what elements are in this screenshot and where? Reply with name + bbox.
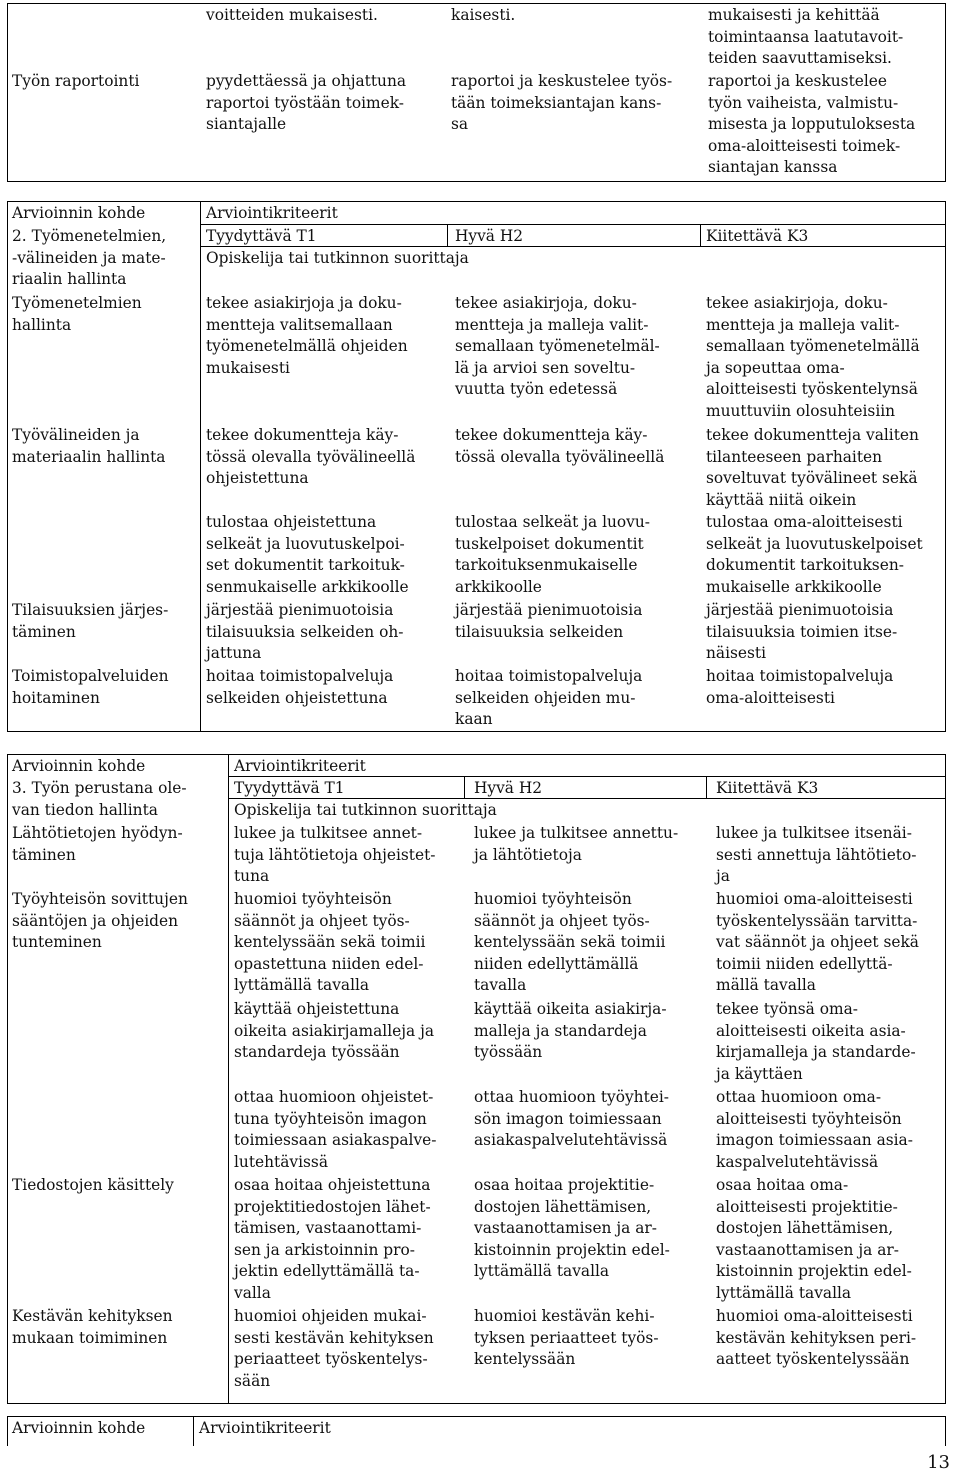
t2-row4-c2: hoitaa toimistopalveluja selkeiden ohjeistettuna (206, 667, 394, 707)
t2-row2-c4: tulostaa oma-aloitteisesti selkeät ja luovutuskelpoiset dokumentit tarkoituksen- mukaiselle arkkikoolle (706, 513, 923, 596)
t2-row2-c2: tulostaa ohjeistettuna selkeät ja luovutuskelpoi- set dokumentit tarkoituk- senmukaiselle arkkikoolle (206, 513, 409, 596)
t3-row1-c1: Työyhteisön sovittujen sääntöjen ja ohjeiden tunteminen (12, 890, 188, 952)
t3-row1-c2: huomioi työyhteisön säännöt ja ohjeet työs- kentelyssään sekä toimii opastettuna niiden edel- lyttämällä tavalla (234, 890, 426, 995)
t2-section-title: 2. Työmenetelmien, -välineiden ja mate- riaalin hallinta (12, 227, 167, 289)
t2-row3-c4: järjestää pienimuotoisia tilaisuuksia toimien itse- näisesti (706, 601, 898, 663)
top-cont-c2: voitteiden mukaisesti. (206, 6, 378, 24)
t3-row4-c3: osaa hoitaa projektitie- dostojen lähettämisen, vastaanottamisen ja ar- kistoinnin projektin edel- lyttämällä tavalla (474, 1176, 670, 1281)
t3-row5-c1: Kestävän kehityksen mukaan toimiminen (12, 1307, 173, 1347)
t2-row1-c2: tekee dokumentteja käy- tössä olevalla työvälineellä ohjeistettuna (206, 426, 416, 488)
t2-opiskelija: Opiskelija tai tutkinnon suorittaja (206, 249, 469, 267)
t3-opiskelija: Opiskelija tai tutkinnon suorittaja (234, 801, 497, 819)
t3-row2-c4: tekee työnsä oma- aloitteisesti oikeita asia- kirjamalleja ja standarde- ja käyttäen (716, 1000, 916, 1083)
t3-row2-c3: käyttää oikeita asiakirja- malleja ja standardeja työssään (474, 1000, 667, 1062)
raportointi-h2: raportoi ja keskustelee työs- tään toimeksiantajan kans- sa (451, 72, 673, 134)
t3-row5-c3: huomioi kestävän kehi- tyksen periaatteet työs- kentelyssään (474, 1307, 659, 1369)
t3-row1-c3: huomioi työyhteisön säännöt ja ohjeet työs- kentelyssään sekä toimii niiden edellyttämällä tavalla (474, 890, 666, 995)
t3-row0-c1: Lähtötietojen hyödyn- täminen (12, 824, 183, 864)
t2-row2-c3: tulostaa selkeät ja luovu- tuskelpoiset dokumentit tarkoituksenmukaiselle arkkikoolle (455, 513, 650, 596)
t2-row0-c3: tekee asiakirjoja, doku- mentteja ja malleja valit- semallaan työmenetelmäl- lä ja arvioi sen soveltu- vuutta työn edetessä (455, 294, 660, 399)
t3-row5-c2: huomioi ohjeiden mukai- sesti kestävän kehityksen periaatteet työskentelys- sään (234, 1307, 434, 1390)
t2-row1-c3: tekee dokumentteja käy- tössä olevalla työvälineellä (455, 426, 665, 466)
t2-row3-c2: järjestää pienimuotoisia tilaisuuksia selkeiden oh- jattuna (206, 601, 404, 663)
t3-grade-t1: Tyydyttävä T1 (234, 779, 345, 797)
t2-row0-c2: tekee asiakirjoja ja doku- mentteja valitsemallaan työmenetelmällä ohjeiden mukaisesti (206, 294, 408, 377)
t4-kriteerit-label: Arviointikriteerit (199, 1419, 331, 1437)
t2-row0-c4: tekee asiakirjoja, doku- mentteja ja malleja valit- semallaan työmenetelmällä ja sopeuttaa oma- aloitteisesti työskentelynsä muuttuviin olosuhteisiin (706, 294, 920, 420)
t3-row3-c4: ottaa huomioon oma- aloitteisesti työyhteisön imagon toimiessaan asia- kaspalvelutehtävissä (716, 1088, 913, 1171)
t2-row3-c3: järjestää pienimuotoisia tilaisuuksia selkeiden (455, 601, 643, 641)
t2-row1-c1: Työvälineiden ja materiaalin hallinta (12, 426, 166, 466)
raportointi-label: Työn raportointi (12, 72, 140, 90)
t3-row4-c1: Tiedostojen käsittely (12, 1176, 174, 1194)
t3-row3-c3: ottaa huomioon työyhtei- sön imagon toimiessaan asiakaspalvelutehtävissä (474, 1088, 669, 1150)
t3-section-title: 3. Työn perustana ole- van tiedon hallinta (12, 779, 187, 819)
top-cont-c3: kaisesti. (451, 6, 516, 24)
t3-row4-c2: osaa hoitaa ohjeistettuna projektitiedostojen lähet- tämisen, vastaanottami- sen ja arkistoinnin pro- jektin edellyttämällä ta- valla (234, 1176, 431, 1302)
raportointi-t1: pyydettäessä ja ohjattuna raportoi työstään toimek- siantajalle (206, 72, 407, 134)
t3-row2-c2: käyttää ohjeistettuna oikeita asiakirjamalleja ja standardeja työssään (234, 1000, 435, 1062)
t2-row4-c3: hoitaa toimistopalveluja selkeiden ohjeiden mu- kaan (455, 667, 643, 729)
t3-row0-c2: lukee ja tulkitsee annet- tuja lähtötietoja ohjeistet- tuna (234, 824, 436, 886)
t2-kriteerit-label: Arviointikriteerit (206, 204, 338, 222)
t2-grade-h2: Hyvä H2 (455, 227, 524, 245)
t2-kohde-label: Arvioinnin kohde (12, 204, 146, 222)
raportointi-k3: raportoi ja keskustelee työn vaiheista, valmistu- misesta ja lopputuloksesta oma-aloitteisesti toimek- siantajan kanssa (708, 72, 916, 177)
t2-row3-c1: Tilaisuuksien järjes- täminen (12, 601, 169, 641)
t4-kohde-label: Arvioinnin kohde (12, 1419, 146, 1437)
t2-row0-c1: Työmenetelmien hallinta (12, 294, 142, 334)
t2-row4-c1: Toimistopalveluiden hoitaminen (12, 667, 169, 707)
t3-kriteerit-label: Arviointikriteerit (234, 757, 366, 775)
t3-row1-c4: huomioi oma-aloitteisesti työskentelyssään tarvitta- vat säännöt ja ohjeet sekä toimii niiden edellyttä- mällä tavalla (716, 890, 919, 995)
t3-row0-c3: lukee ja tulkitsee annettu- ja lähtötietoja (474, 824, 679, 864)
t3-grade-k3: Kiitettävä K3 (716, 779, 819, 797)
t2-row1-c4: tekee dokumentteja valiten tilanteeseen parhaiten soveltuvat työvälineet sekä käyttää niitä oikein (706, 426, 919, 509)
t3-row3-c2: ottaa huomioon ohjeistet- tuna työyhteisön imagon toimiessaan asiakaspalve- lutehtävissä (234, 1088, 437, 1171)
t3-row5-c4: huomioi oma-aloitteisesti kestävän kehityksen peri- aatteet työskentelyssään (716, 1307, 917, 1369)
t3-row0-c4: lukee ja tulkitsee itsenäi- sesti annettuja lähtötieto- ja (716, 824, 917, 886)
t3-kohde-label: Arvioinnin kohde (12, 757, 146, 775)
top-cont-c4: mukaisesti ja kehittää toimintaansa laatutavoit- teiden saavuttamiseksi. (708, 6, 904, 68)
t2-row4-c4: hoitaa toimistopalveluja oma-aloitteisesti (706, 667, 894, 707)
t2-grade-k3: Kiitettävä K3 (706, 227, 809, 245)
page-number: 13 (927, 1452, 950, 1473)
t3-row4-c4: osaa hoitaa oma- aloitteisesti projektitie- dostojen lähettämisen, vastaanottamisen ja ar- kistoinnin projektin edel- lyttämällä tavalla (716, 1176, 912, 1302)
t2-grade-t1: Tyydyttävä T1 (206, 227, 317, 245)
t3-grade-h2: Hyvä H2 (474, 779, 543, 797)
